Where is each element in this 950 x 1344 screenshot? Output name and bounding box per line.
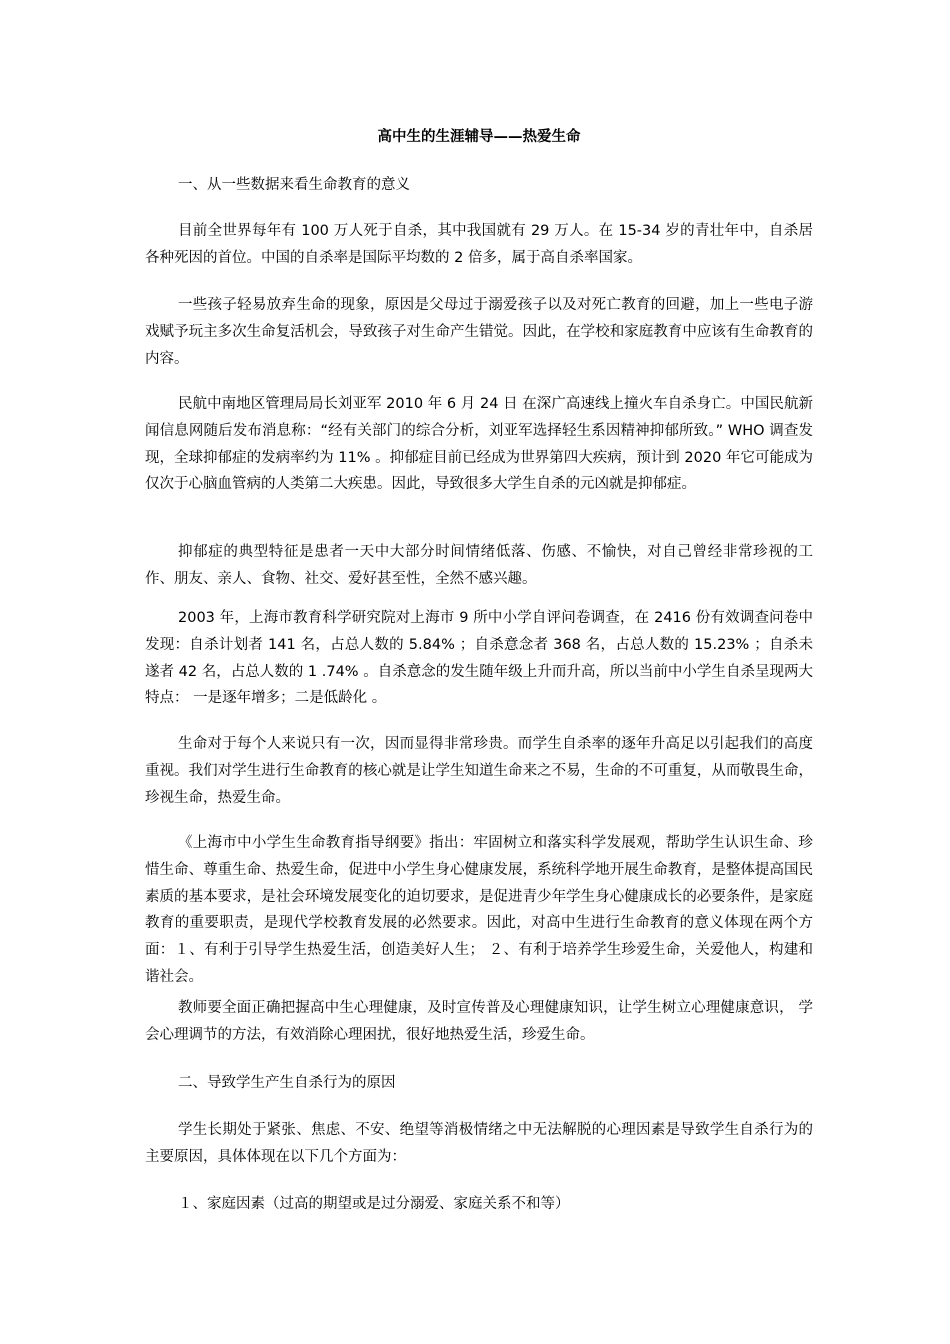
paragraph-2: 一些孩子轻易放弃生命的现象，原因是父母过于溺爱孩子以及对死亡教育的回避，加上一些电子游戏赋予玩主多次生命复活机会，导致孩子对生命产生错觉。因此，在学校和家庭教育中应该有生命教育的内容。 (145, 297, 813, 367)
paragraph-5: 2003 年，上海市教育科学研究院对上海市 9 所中小学自评问卷调查，在 2416 份有效调查问卷中发现：自杀计划者 141 名，占总人数的 5.84% ；自杀意念者 368 名，占总人数的 15.23% ；自杀未遂者 42 名，占总人数的 1 .74% 。自杀意念的发生随年级上升而升高，所以当前中小学生自杀呈现两大特点： 一是逐年增多；二是低龄化 。 (145, 610, 813, 707)
list-item-family-factors: １、家庭因素（过高的期望或是过分溺爱、家庭关系不和等） (178, 1196, 570, 1212)
paragraph-6: 生命对于每个人来说只有一次，因而显得非常珍贵。而学生自杀率的逐年升高足以引起我们的高度重视。我们对学生进行生命教育的核心就是让学生知道生命来之不易，生命的不可重复，从而敬畏生命，珍视生命，热爱生命。 (145, 736, 813, 806)
document-title: 高中生的生涯辅导——热爱生命 (377, 129, 581, 145)
paragraph-7: 《上海市中小学生生命教育指导纲要》指出：牢固树立和落实科学发展观，帮助学生认识生命、珍惜生命、尊重生命、热爱生命，促进中小学生身心健康发展，系统科学地开展生命教育，是整体提高国民素质的基本要求，是社会环境发展变化的迫切要求，是促进青少年学生身心健康成长的必要条件，是家庭教育的重要职责，是现代学校教育发展的必然要求。因此，对高中生进行生命教育的意义体现在两个方面：１、有利于引导学生热爱生活，创造美好人生； ２、有利于培养学生珍爱生命，关爱他人，构建和谐社会。 (145, 835, 813, 985)
section-heading-2: 二、导致学生产生自杀行为的原因 (178, 1075, 396, 1091)
section-heading-1: 一、从一些数据来看生命教育的意义 (178, 177, 410, 193)
paragraph-9: 学生长期处于紧张、焦虑、不安、绝望等消极情绪之中无法解脱的心理因素是导致学生自杀行为的主要原因，具体体现在以下几个方面为： (145, 1122, 813, 1165)
paragraph-1: 目前全世界每年有 100 万人死于自杀，其中我国就有 29 万人。在 15-34 岁的青壮年中，自杀居各种死因的首位。中国的自杀率是国际平均数的 2 倍多，属于高自杀率国家。 (145, 223, 813, 266)
paragraph-3: 民航中南地区管理局局长刘亚军 2010 年 6 月 24 日 在深广高速线上撞火车自杀身亡。中国民航新闻信息网随后发布消息称：“经有关部门的综合分析，刘亚军选择轻生系因精神抑郁所致。” WHO 调查发现，全球抑郁症的发病率约为 11% 。抑郁症目前已经成为世界第四大疾病，预计到 2020 年它可能成为仅次于心脑血管病的人类第二大疾患。因此，导致很多大学生自杀的元凶就是抑郁症。 (145, 396, 813, 493)
paragraph-8: 教师要全面正确把握高中生心理健康，及时宣传普及心理健康知识，让学生树立心理健康意识， 学会心理调节的方法，有效消除心理困扰，很好地热爱生活，珍爱生命。 (145, 1000, 813, 1043)
paragraph-4: 抑郁症的典型特征是患者一天中大部分时间情绪低落、伤感、不愉快，对自己曾经非常珍视的工作、朋友、亲人、食物、社交、爱好甚至性，全然不感兴趣。 (145, 544, 813, 587)
